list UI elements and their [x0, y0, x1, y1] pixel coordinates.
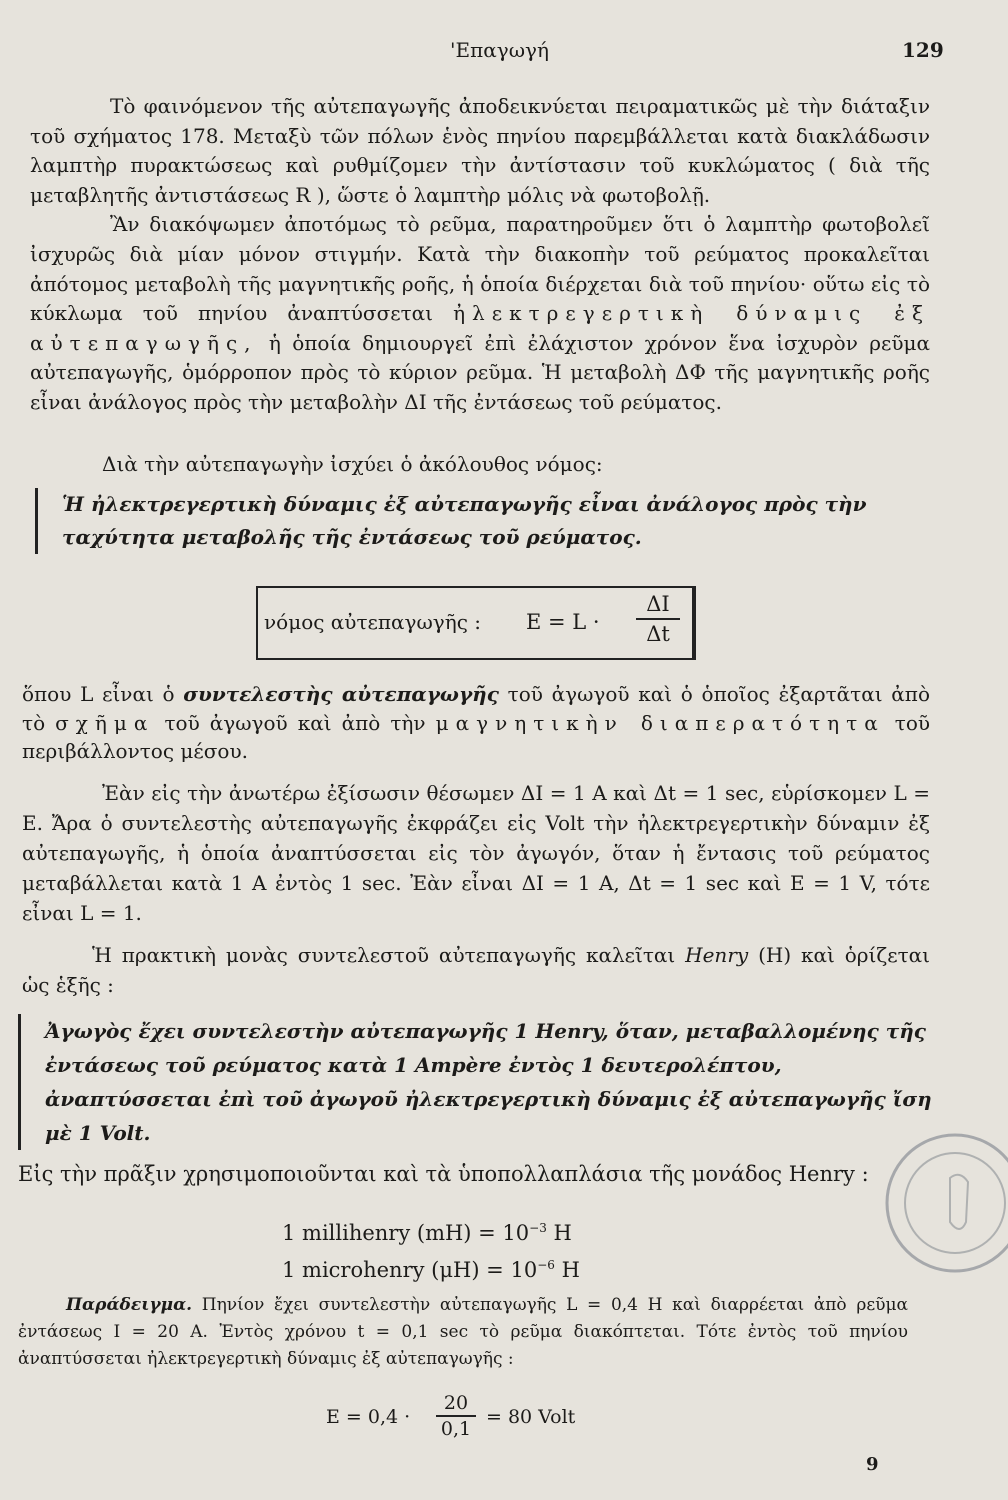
formula-lhs: E = L ·: [526, 610, 600, 634]
paragraph-coefficient-definition: ὅπου L εἶναι ὁ συντελεστὴς αὐτεπαγωγῆς τοῦ ἀγωγοῦ καὶ ὁ ὁποῖος ἐξαρτᾶται ἀπὸ τὸ σχῆμα τοῦ ἀγωγοῦ καὶ ἀπὸ τὴν μαγνητικὴν διαπερατότητα τοῦ περιβάλλοντος μέσου.: [22, 682, 931, 763]
shape-term: σχῆμα: [55, 710, 155, 735]
formula-label: νόμος αὐτεπαγωγῆς :: [264, 610, 482, 634]
example-text: Πηνίον ἔχει συντελεστὴν αὐτεπαγωγῆς L = 0,4 H καὶ διαρρέεται ἀπὸ ρεῦμα ἐντάσεως I = 20 A. Ἐντὸς χρόνου t = 0,1 sec τὸ ρεῦμα διακόπτεται. Τότε ἐντὸς τοῦ πηνίου ἀναπτύσσεται ἠλεκτρεγερτικὴ δύναμις ἐξ αὐτεπαγωγῆς :: [18, 1295, 908, 1369]
library-stamp-seal: [880, 1108, 1008, 1298]
paragraph-1a: Τὸ φαινόμενον τῆς αὐτεπαγωγῆς ἀποδεικνύεται πειραματικῶς μὲ τὴν διάταξιν τοῦ σχήματος 178. Μεταξὺ τῶν πόλων ἑνὸς πηνίου παρεμβάλλεται κατὰ διακλάδωσιν λαμπτὴρ πυρακτώσεως καὶ ρυθμίζομεν τὴν ἀντίστασιν τοῦ κυκλώματος ( διὰ τῆς μεταβλητῆς ἀντιστάσεως R ), ὥστε ὁ λαμπτὴρ μόλις νὰ φωτοβολῇ.: [30, 94, 930, 207]
submultiple-units: [282, 1212, 580, 1286]
submultiples-intro: Εἰς τὴν πρᾶξιν χρησιμοποιοῦνται καὶ τὰ ὑποπολλαπλάσια τῆς μονάδος Henry :: [18, 1162, 869, 1186]
paragraph-henry-intro: Ἡ πρακτικὴ μονὰς συντελεστοῦ αὐτεπαγωγῆς καλεῖται Henry (H) καὶ ὁρίζεται ὡς ἑξῆς :: [22, 943, 930, 997]
running-head: [0, 38, 1008, 68]
worked-example: [18, 1292, 908, 1373]
law-intro: Διὰ τὴν αὐτεπαγωγὴν ἰσχύει ὁ ἀκόλουθος νόμος:: [102, 452, 603, 476]
unit-microhenry: 1 microhenry $(\mu H) = 10^{-6}$ H: [282, 1258, 580, 1282]
formula-box: [256, 586, 696, 660]
formula-fraction: [636, 592, 680, 646]
example-eq-rhs: = 80 Volt: [486, 1406, 576, 1428]
unit-millihenry: 1 millihenry $(mH) = 10^{-3}$ H: [282, 1221, 572, 1245]
example-equation: [326, 1392, 626, 1448]
paragraph-unit-derivation: Ἐὰν εἰς τὴν ἀνωτέρω ἐξίσωσιν θέσωμεν ΔΙ = 1 A καὶ Δt = 1 sec, εὑρίσκομεν L = E. Ἄρα ὁ συντελεστὴς αὐτεπαγωγῆς ἐκφράζει εἰς Volt τὴν ἠλεκτρεγερτικὴν δύναμιν ἐξ αὐτεπαγωγῆς, ἡ ὁποία ἀναπτύσσεται εἰς τὸν ἀγωγόν, ὅταν ἡ ἔντασις τοῦ ρεύματος μεταβάλλεται κατὰ 1 A ἐντὸς 1 sec. Ἐὰν εἶναι ΔI = 1 A, Δt = 1 sec καὶ E = 1 V, τότε εἶναι L = 1.: [22, 781, 930, 925]
paragraph-1b: Ἂν διακόψωμεν ἀποτόμως τὸ ρεῦμα, παρατηροῦμεν ὅτι ὁ λαμπτὴρ φωτοβολεῖ ἰσχυρῶς διὰ μίαν μόνον στιγμήν. Κατὰ τὴν διακοπὴν τοῦ ρεύματος προκαλεῖται ἀπότομος μεταβολὴ τῆς μαγνητικῆς ροῆς, ἡ ὁποία διέρχεται διὰ τοῦ πηνίου· οὕτω εἰς τὸ κύκλωμα τοῦ πηνίου ἀναπτύσσεται ἠλεκτρεγερτικὴ δύναμις ἐξ αὐτεπαγωγῆς, ἡ ὁποία δημιουργεῖ ἐπὶ ἐλάχιστον χρόνον ἕνα ἰσχυρὸν ρεῦμα αὐτεπαγωγῆς, ὁμόρροπον πρὸς τὸ κύριον ρεῦμα. Ἡ μεταβολὴ ΔΦ τῆς μαγνητικῆς ροῆς εἶναι ἀνάλογος πρὸς τὴν μεταβολὴν ΔΙ τῆς ἐντάσεως τοῦ ρεύματος.: [30, 212, 931, 414]
signature-number: 9: [866, 1454, 879, 1475]
emf-self-induction-term: ἠλεκτρεγερτικὴ δύναμις ἐξ αὐτεπαγωγῆς,: [30, 301, 930, 355]
page-number: 129: [902, 38, 944, 62]
paragraph-self-induction-experiment: [30, 92, 930, 418]
coefficient-term: συντελεστὴς αὐτεπαγωγῆς: [183, 682, 499, 706]
formula-numerator: ΔI: [636, 592, 680, 620]
henry-definition-rule: Ἀγωγὸς ἔχει συντελεστὴν αὐτεπαγωγῆς 1 Henry, ὅταν, μεταβαλλομένης τῆς ἐντάσεως τοῦ ρεύματος κατὰ 1 Ampère ἐντὸς 1 δευτερολέπτου, ἀναπτύσσεται ἐπὶ τοῦ ἀγωγοῦ ἠλεκτρεγερτικὴ δύναμις ἐξ αὐτεπαγωγῆς ἴση μὲ 1 Volt.: [18, 1014, 940, 1150]
example-eq-fraction: $\frac{20}{0,1}$: [436, 1392, 476, 1440]
henry-term: Henry: [685, 943, 749, 967]
permeability-term: μαγνητικὴν διαπερατότητα: [435, 710, 885, 735]
self-induction-law-rule: Ἡ ἠλεκτρεγερτικὴ δύναμις ἐξ αὐτεπαγωγῆς εἶναι ἀνάλογος πρὸς τὴν ταχύτητα μεταβολῆς τῆς ἐντάσεως τοῦ ρεύματος.: [35, 488, 967, 554]
example-eq-lhs: E = 0,4 ·: [326, 1406, 411, 1428]
chapter-title: 'Επαγωγή: [450, 38, 549, 62]
formula-denominator: Δt: [646, 622, 670, 646]
example-label: Παράδειγμα.: [66, 1295, 193, 1315]
